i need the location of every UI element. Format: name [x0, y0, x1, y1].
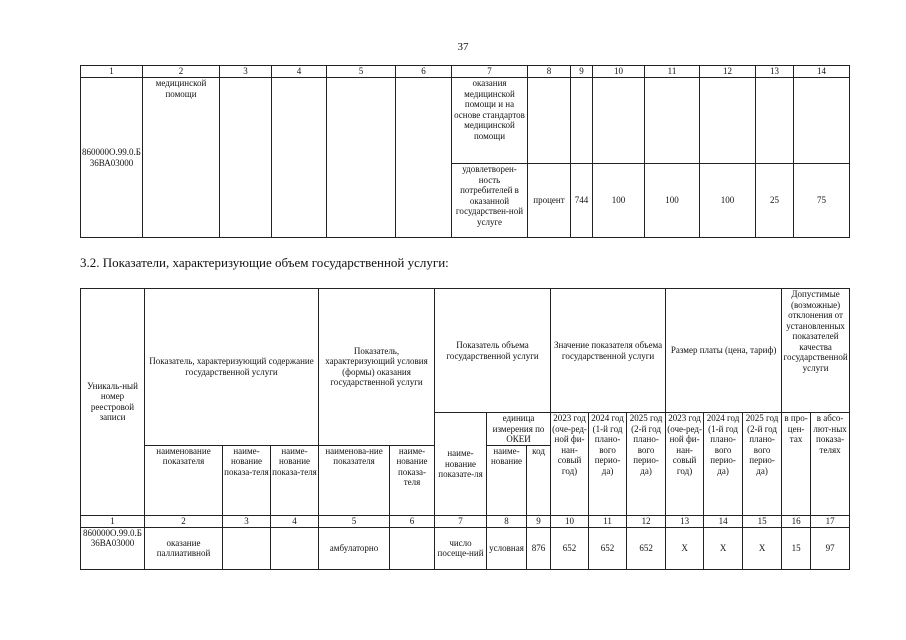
header-code: код [527, 445, 551, 515]
indicator-cell: удовлетворен-ность потребителей в оказанной государствен-ной услуге [452, 164, 528, 238]
table-row [81, 78, 850, 164]
col-number: 8 [487, 515, 527, 527]
fee-2025-cell: Х [743, 527, 782, 569]
header-unit-okei: единица измерения по ОКЕИ [487, 413, 551, 446]
header-name-indicator-5: наиме-нование показа-теля [390, 445, 435, 515]
col-number: 3 [220, 66, 272, 78]
col-number: 14 [794, 66, 850, 78]
header-year-2023: 2023 год (оче-ред-ной фи-нан-совый год) [551, 413, 589, 516]
empty-cell [272, 78, 327, 238]
empty-cell [396, 78, 452, 238]
header-indicator-name: наиме-нование показате-ля [435, 413, 487, 516]
col-number: 4 [271, 515, 319, 527]
col-number: 15 [743, 515, 782, 527]
condition-cell: амбулаторно [319, 527, 390, 569]
deviation-percent-cell: 15 [782, 527, 811, 569]
header-year-2024: 2024 год (1-й год плано-вого перио-да) [589, 413, 627, 516]
header-in-percent: в про-цен-тах [782, 413, 811, 516]
empty-cell [223, 527, 271, 569]
col-number: 4 [272, 66, 327, 78]
header-content: Показатель, характеризующий содержание государственной услуги [145, 289, 319, 446]
header-row [81, 289, 850, 413]
col-number: 17 [811, 515, 850, 527]
unit-name-cell: процент [528, 164, 571, 238]
col-number: 13 [666, 515, 704, 527]
indicator-cell: оказания медицинской помощи и на основе стандартов медицинской помощи [452, 78, 528, 164]
value-2023-cell: 652 [551, 527, 589, 569]
col-number: 7 [435, 515, 487, 527]
col-number: 7 [452, 66, 528, 78]
header-fee-year-2024: 2024 год (1-й год плано-вого перио-да) [704, 413, 743, 516]
empty-cell [390, 527, 435, 569]
value-2024-cell: 652 [589, 527, 627, 569]
col-number: 11 [589, 515, 627, 527]
col-number: 10 [551, 515, 589, 527]
col-number: 2 [145, 515, 223, 527]
header-unit-name: наиме-нование [487, 445, 527, 515]
value-2024-cell: 100 [645, 164, 700, 238]
empty-cell [327, 78, 396, 238]
col-number: 1 [81, 515, 145, 527]
empty-cell [571, 78, 593, 164]
content-cell: оказание паллиативной [145, 527, 223, 569]
col-number: 16 [782, 515, 811, 527]
page-number: 37 [457, 41, 469, 53]
col-number: 8 [528, 66, 571, 78]
col-number: 1 [81, 66, 143, 78]
empty-cell [700, 78, 756, 164]
header-conditions: Показатель, характеризующий условия (формы) оказания государственной услуги [319, 289, 435, 446]
empty-cell [756, 78, 794, 164]
header-fee: Размер платы (цена, тариф) [666, 289, 782, 413]
header-name-indicator: наименование показателя [145, 445, 223, 515]
content-cell: медицинской помощи [143, 78, 220, 238]
header-name-indicator-3: наиме-нование показа-теля [271, 445, 319, 515]
value-2025-cell: 652 [627, 527, 666, 569]
header-name-indicator-4: наименова-ние показателя [319, 445, 390, 515]
unit-name-cell: условная [487, 527, 527, 569]
fee-2023-cell: Х [666, 527, 704, 569]
header-unique-number: Уникаль-ный номер реестровой записи [81, 289, 145, 516]
table-row [81, 527, 850, 569]
empty-cell [645, 78, 700, 164]
col-number: 9 [571, 66, 593, 78]
col-number: 12 [700, 66, 756, 78]
column-number-row [81, 66, 850, 78]
col-number: 2 [143, 66, 220, 78]
header-year-2025: 2025 год (2-й год плано-вого перио-да) [627, 413, 666, 516]
header-in-absolute: в абсо-лют-ных показа-телях [811, 413, 850, 516]
col-number: 5 [327, 66, 396, 78]
col-number: 12 [627, 515, 666, 527]
col-number: 13 [756, 66, 794, 78]
header-volume: Показатель объема государственной услуги [435, 289, 551, 413]
header-fee-year-2023: 2023 год (оче-ред-ной фи-нан-совый год) [666, 413, 704, 516]
value-2025-cell: 100 [700, 164, 756, 238]
col-number: 6 [390, 515, 435, 527]
col-number: 9 [527, 515, 551, 527]
empty-cell [593, 78, 645, 164]
unit-code-cell: 876 [527, 527, 551, 569]
empty-cell [271, 527, 319, 569]
empty-cell [794, 78, 850, 164]
volume-indicators-table [80, 288, 850, 570]
deviation-abs-cell: 75 [794, 164, 850, 238]
quality-indicators-table [80, 65, 850, 238]
deviation-abs-cell: 97 [811, 527, 850, 569]
col-number: 11 [645, 66, 700, 78]
col-number: 6 [396, 66, 452, 78]
indicator-cell: число посеще-ний [435, 527, 487, 569]
header-value: Значение показателя объема государственной услуги [551, 289, 666, 413]
value-2023-cell: 100 [593, 164, 645, 238]
empty-cell [528, 78, 571, 164]
empty-cell [220, 78, 272, 238]
fee-2024-cell: Х [704, 527, 743, 569]
header-name-indicator-2: наиме-нование показа-теля [223, 445, 271, 515]
column-number-row [81, 515, 850, 527]
col-number: 10 [593, 66, 645, 78]
col-number: 3 [223, 515, 271, 527]
record-id-cell: 860000О.99.0.Б36ВА03000 [81, 527, 145, 569]
header-deviation: Допустимые (возможные) отклонения от установленных показателей качества государственной услуги [782, 289, 850, 413]
col-number: 14 [704, 515, 743, 527]
unit-code-cell: 744 [571, 164, 593, 238]
col-number: 5 [319, 515, 390, 527]
section-heading: 3.2. Показатели, характеризующие объем государственной услуги: [80, 255, 449, 270]
record-id-cell: 860000О.99.0.Б36ВА03000 [81, 78, 143, 238]
deviation-percent-cell: 25 [756, 164, 794, 238]
header-fee-year-2025: 2025 год (2-й год плано-вого перио-да) [743, 413, 782, 516]
